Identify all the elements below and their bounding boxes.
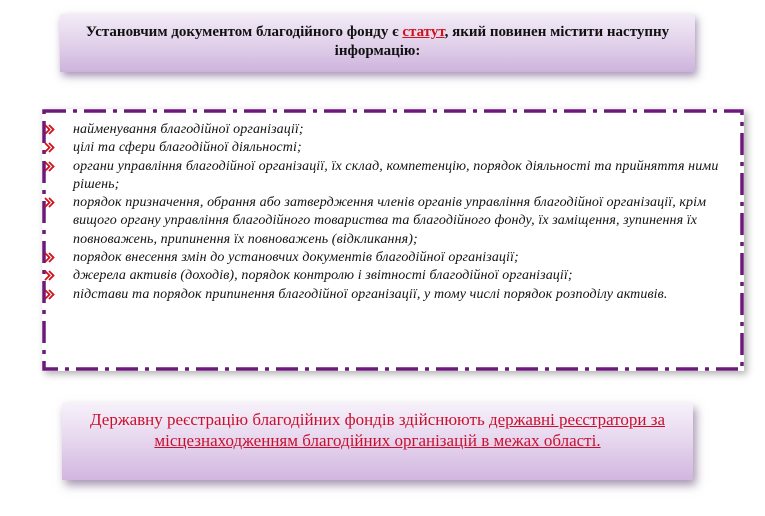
header-text-before: Установчим документом благодійного фонду є [85,24,403,40]
list-item-text: найменування благодійної організації; [73,122,304,137]
chevron-double-right-icon [44,197,55,208]
list-item-text: порядок призначення, обрання або затвердження членів органів управління благодійної організації, крім вищого органу управління благодійного товариства та благодійного фонду, їх заміщення, зупинення їх повноважень, припинення їх повноважень (відкликання); [73,195,707,247]
list-item-text: порядок внесення змін до установчих документів благодійної організації; [73,250,519,266]
header-text-after: , який повинен містити наступну інформацію: [334,24,670,59]
list-item [42,139,722,157]
header-box [60,14,695,72]
requirements-frame [42,109,744,371]
chevron-double-right-icon [44,142,55,153]
list-item-text: цілі та сфери благодійної діяльності; [73,140,302,156]
registration-note-text: Державну реєстрацію благодійних фондів здійснюють [89,410,489,429]
chevron-double-right-icon [44,270,55,281]
list-item-text: органи управління благодійної організації, їх склад, компетенцію, порядок діяльності та прийняття ними рішень; [73,158,719,192]
list-item [42,121,722,139]
registration-note-underlined: державні реєстратори за місцезнаходженням благодійних організацій в межах області. [154,410,665,450]
requirements-list [42,121,722,304]
list-item [42,286,722,304]
list-item [42,194,722,249]
header-highlight-statute: статут [402,24,445,40]
chevron-double-right-icon [44,289,55,300]
list-item [42,158,722,195]
list-item [42,249,722,267]
list-item-text: джерела активів (доходів), порядок контролю і звітності благодійної організації; [73,268,573,284]
chevron-double-right-icon [44,161,55,172]
list-item-text: підстави та порядок припинення благодійної організації, у тому числі порядок розподілу активів. [73,286,668,302]
registration-note-box [62,403,693,480]
chevron-double-right-icon [44,252,55,263]
list-item [42,267,722,285]
chevron-double-right-icon [44,124,55,135]
